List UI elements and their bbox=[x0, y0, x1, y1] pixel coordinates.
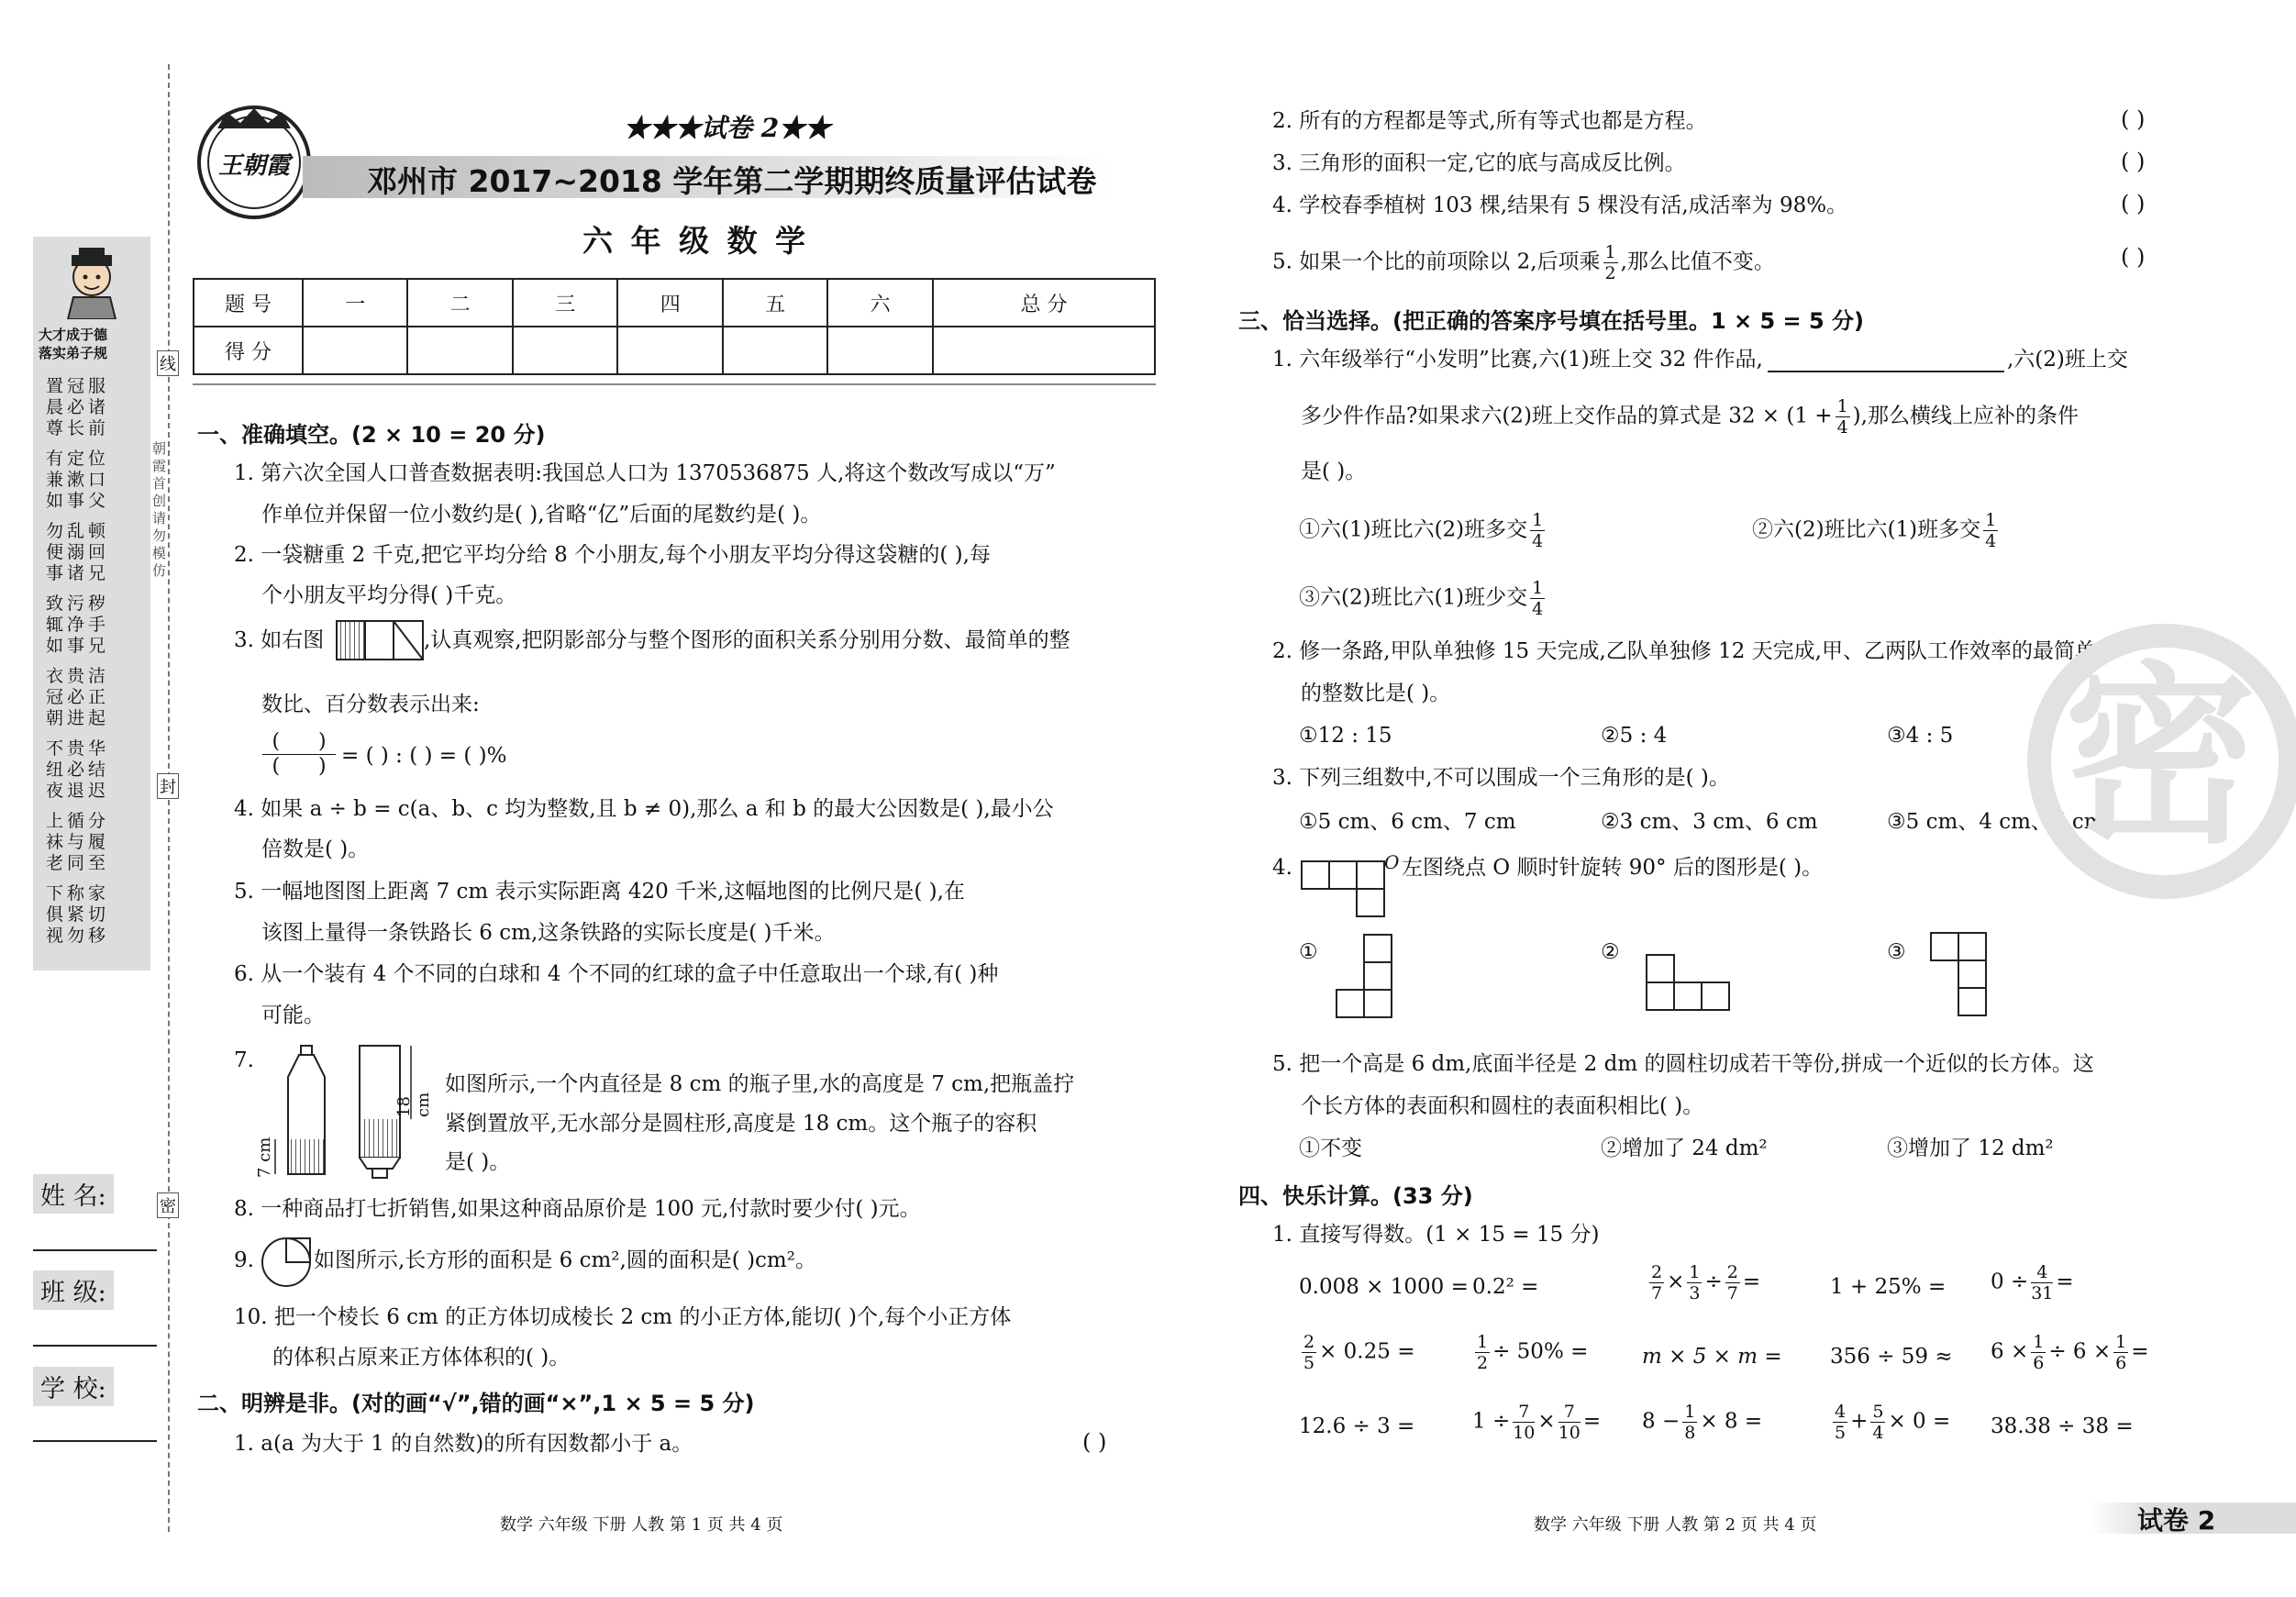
class-label: 班 级: bbox=[33, 1270, 114, 1310]
s3-q1-line1b: ,六(2)班上交 bbox=[2007, 348, 2128, 372]
s2-item-2: 2. 所有的方程都是等式,所有等式也都是方程。 bbox=[1272, 109, 1707, 133]
s1-q3-ratio-blanks: = ( ) : ( ) = ( )% bbox=[341, 744, 507, 768]
s3-q3-opt2[interactable]: ②3 cm、3 cm、6 cm bbox=[1601, 810, 1818, 834]
s1-q6-line1: 6. 从一个装有 4 个不同的白球和 4 个不同的红球的盒子中任意取出一个球,有( )种 bbox=[234, 962, 999, 986]
score-header-cell: 二 bbox=[407, 279, 512, 327]
header-divider bbox=[193, 383, 1156, 385]
section3-title: 三、恰当选择。(把正确的答案序号填在括号里。1 × 5 = 5 分) bbox=[1238, 308, 1865, 334]
s3-q4-point-o: O bbox=[1384, 851, 1400, 873]
calc-r1-c4: 1 + 25% = bbox=[1830, 1275, 1947, 1299]
s2-item-5: 5. 如果一个比的前项除以 2,后项乘 $\frac{1}{2}$ ,那么比值不变。 bbox=[1272, 242, 1775, 283]
s1-q6-line2: 可能。 bbox=[261, 1004, 325, 1027]
s1-q8: 8. 一种商品打七折销售,如果这种商品原价是 100 元,付款时要少付( )元。 bbox=[234, 1197, 921, 1221]
s2-item-3: 3. 三角形的面积一定,它的底与高成反比例。 bbox=[1272, 151, 1686, 175]
calc-r2-c1: $\frac{2}{5}$ × 0.25 = bbox=[1303, 1332, 1415, 1373]
s3-q4-opt3-label[interactable]: ③ bbox=[1887, 940, 1906, 964]
dizigui-group-7: 上循分 袜与履 老同至 bbox=[46, 811, 110, 873]
s1-q9-text: 如图所示,长方形的面积是 6 cm²,圆的面积是( )cm²。 bbox=[314, 1248, 816, 1272]
score-cell[interactable] bbox=[617, 327, 722, 374]
dizigui-group-8: 下称家 俱紧切 视勿移 bbox=[46, 883, 110, 946]
score-header-cell: 四 bbox=[617, 279, 722, 327]
calc-r1-c3: $\frac{2}{7}$ × $\frac{1}{3}$ ÷ $\frac{2}{7}$ = bbox=[1651, 1262, 1761, 1303]
s2-answer-2[interactable]: ( ) bbox=[2121, 106, 2146, 132]
school-underline[interactable] bbox=[33, 1440, 157, 1442]
calc-r1-c1: 0.008 × 1000 = bbox=[1299, 1275, 1469, 1299]
motto-line-2: 落实弟子规 bbox=[39, 345, 108, 361]
dizigui-group-6: 不贵华 纽必结 夜退迟 bbox=[46, 738, 110, 801]
s3-q2-opt1[interactable]: ①12 : 15 bbox=[1299, 724, 1392, 748]
circle-square-figure bbox=[261, 1237, 316, 1288]
dizigui-text-block bbox=[46, 376, 147, 947]
seal-line-label-xian: 线 bbox=[157, 350, 179, 376]
s1-q7-line3: 是( )。 bbox=[445, 1150, 511, 1174]
s1-q10-line1: 10. 把一个棱长 6 cm 的正方体切成棱长 2 cm 的小正方体,能切( )个,每个小正方体 bbox=[234, 1305, 1012, 1329]
s1-q4-line1: 4. 如果 a ÷ b = c(a、b、c 均为整数,且 b ≠ 0),那么 a 和 b 的最大公因数是( ),最小公 bbox=[234, 797, 1054, 821]
sidebar-panel bbox=[33, 237, 150, 970]
s1-q5-line2: 该图上量得一条铁路长 6 cm,这条铁路的实际长度是( )千米。 bbox=[261, 921, 836, 945]
s1-q5-line1: 5. 一幅地图图上距离 7 cm 表示实际距离 420 千米,这幅地图的比例尺是( ),在 bbox=[234, 880, 965, 904]
s1-q3-line1a: 3. 如右图 bbox=[234, 628, 325, 652]
s3-q5-line2: 个长方体的表面积和圆柱的表面积相比( )。 bbox=[1301, 1094, 1704, 1118]
calc-r2-c2: $\frac{1}{2}$ ÷ 50% = bbox=[1477, 1332, 1589, 1373]
calc-r3-c3: 8 − $\frac{1}{8}$ × 8 = bbox=[1642, 1402, 1763, 1443]
score-row-label: 得 分 bbox=[194, 327, 303, 374]
subject-title: 六 年 级 数 学 bbox=[582, 223, 809, 259]
s2-answer-1[interactable]: ( ) bbox=[1082, 1429, 1107, 1455]
s1-q4-line2: 倍数是( )。 bbox=[261, 837, 370, 861]
s3-q2-line1: 2. 修一条路,甲队单独修 15 天完成,乙队单独修 12 天完成,甲、乙两队工作效率的最简单 bbox=[1272, 639, 2096, 663]
dizigui-group-3: 勿乱顿 便溺回 事诸兄 bbox=[46, 521, 110, 583]
score-table-score-row bbox=[194, 327, 1155, 374]
s3-q1-line3: 是( )。 bbox=[1301, 460, 1367, 483]
dizigui-group-2: 有定位 兼漱口 如事父 bbox=[46, 449, 110, 511]
s3-q2-opt3[interactable]: ③4 : 5 bbox=[1887, 724, 1954, 748]
score-header-cell: 五 bbox=[723, 279, 827, 327]
s3-q4-opt1-label[interactable]: ① bbox=[1299, 940, 1318, 964]
score-header-cell: 三 bbox=[513, 279, 617, 327]
s1-q10-line2: 的体积占原来正方体体积的( )。 bbox=[272, 1346, 571, 1370]
s3-q5-opt2[interactable]: ②增加了 24 dm² bbox=[1601, 1137, 1768, 1160]
score-table-header-row bbox=[194, 279, 1155, 327]
dizigui-group-5: 衣贵洁 冠必正 朝进起 bbox=[46, 666, 110, 728]
s3-q2-line2: 的整数比是( )。 bbox=[1301, 682, 1451, 705]
s2-item-1: 1. a(a 为大于 1 的自然数)的所有因数都小于 a。 bbox=[234, 1432, 693, 1456]
s1-q3-line2: 数比、百分数表示出来: bbox=[261, 693, 480, 716]
s3-q4-opt2-label[interactable]: ② bbox=[1601, 940, 1620, 964]
score-header-cell: 题 号 bbox=[194, 279, 303, 327]
cartoon-scholar-icon bbox=[55, 246, 128, 319]
s2-answer-4[interactable]: ( ) bbox=[2121, 191, 2146, 216]
score-cell[interactable] bbox=[827, 327, 932, 374]
s3-q2-opt2[interactable]: ②5 : 4 bbox=[1601, 724, 1668, 748]
rotation-source-figure bbox=[1301, 860, 1385, 917]
dizigui-group-1: 置冠服 晨必诸 尊长前 bbox=[46, 376, 110, 438]
score-cell[interactable] bbox=[513, 327, 617, 374]
brand-vertical-note: 朝霞首创 请勿模仿 bbox=[152, 440, 167, 579]
s4-sub1-title: 1. 直接写得数。(1 × 15 = 15 分) bbox=[1272, 1223, 1600, 1247]
fraction-quarter: $\frac{1}{4}$ bbox=[1836, 396, 1848, 438]
s3-q1-opt3[interactable]: ③六(2)班比六(1)班少交 $\frac{1}{4}$ bbox=[1299, 578, 1544, 619]
footer-left: 数学 六年级 下册 人教 第 1 页 共 4 页 bbox=[500, 1515, 783, 1535]
section1-title: 一、准确填空。(2 × 10 = 20 分) bbox=[197, 422, 546, 448]
calc-r1-c5: 0 ÷ $\frac{4}{31}$ = bbox=[1991, 1262, 2074, 1303]
s2-item-4: 4. 学校春季植树 103 棵,结果有 5 棵没有活,成活率为 98%。 bbox=[1272, 194, 1848, 217]
s3-q3-opt3[interactable]: ③5 cm、4 cm、7 cm bbox=[1887, 810, 2104, 834]
s1-q2-line1: 2. 一袋糖重 2 千克,把它平均分给 8 个小朋友,每个小朋友平均分得这袋糖的( ),每 bbox=[234, 543, 991, 567]
s1-q1-line2: 作单位并保留一位小数约是( ),省略“亿”后面的尾数约是( )。 bbox=[261, 503, 822, 527]
s3-q4-text: 左图绕点 O 顺时针旋转 90° 后的图形是( )。 bbox=[1402, 856, 1824, 880]
exam-title: 邓州市 2017~2018 学年第二学期期终质量评估试卷 bbox=[367, 163, 1097, 199]
motto-line-1: 大才成于德 bbox=[39, 327, 108, 343]
calc-r2-c5: 6 × $\frac{1}{6}$ ÷ 6 × $\frac{1}{6}$ = bbox=[1991, 1332, 2149, 1373]
section2-title: 二、明辨是非。(对的画“√”,错的画“×”,1 × 5 = 5 分) bbox=[197, 1391, 755, 1416]
calc-r2-c3: m × 5 × m = bbox=[1642, 1345, 1782, 1369]
s1-q7-line1: 如图所示,一个内直径是 8 cm 的瓶子里,水的高度是 7 cm,把瓶盖拧 bbox=[445, 1072, 1075, 1096]
s1-q9-number: 9. bbox=[234, 1248, 254, 1272]
bottle-figure bbox=[255, 1044, 442, 1180]
score-header-cell: 一 bbox=[303, 279, 407, 327]
s3-q1-blank-line[interactable] bbox=[1768, 371, 2004, 372]
fraction-half: $\frac{1}{2}$ bbox=[1604, 242, 1616, 283]
s3-q1-opt2[interactable]: ②六(2)班比六(1)班多交 $\frac{1}{4}$ bbox=[1752, 510, 1997, 551]
score-cell[interactable] bbox=[723, 327, 827, 374]
shaded-rectangle-figure bbox=[336, 620, 424, 660]
s1-q7-line2: 紧倒置放平,无水部分是圆柱形,高度是 18 cm。这个瓶子的容积 bbox=[445, 1112, 1037, 1136]
calc-r3-c1: 12.6 ÷ 3 = bbox=[1299, 1414, 1415, 1438]
score-cell[interactable] bbox=[303, 327, 407, 374]
name-label: 姓 名: bbox=[33, 1174, 114, 1214]
calc-r3-c5: 38.38 ÷ 38 = bbox=[1991, 1414, 2134, 1438]
s3-q1-opt1[interactable]: ①六(1)班比六(2)班多交 $\frac{1}{4}$ bbox=[1299, 510, 1544, 551]
s2-answer-5[interactable]: ( ) bbox=[2121, 244, 2146, 270]
s3-q3: 3. 下列三组数中,不可以围成一个三角形的是( )。 bbox=[1272, 766, 1730, 790]
bottle-label-7cm: 7 cm bbox=[255, 1137, 274, 1178]
name-underline[interactable] bbox=[33, 1249, 157, 1251]
seal-line-label-mi: 密 bbox=[157, 1192, 179, 1218]
calc-r3-c4: $\frac{4}{5}$ + $\frac{5}{4}$ × 0 = bbox=[1835, 1402, 1951, 1443]
bottle-label-18cm: 18 cm bbox=[394, 1092, 433, 1117]
footer-right: 数学 六年级 下册 人教 第 2 页 共 4 页 bbox=[1534, 1515, 1817, 1535]
seal-line-label-feng: 封 bbox=[157, 773, 179, 799]
score-header-cell: 总 分 bbox=[933, 279, 1155, 327]
s3-q5-line1: 5. 把一个高是 6 dm,底面半径是 2 dm 的圆柱切成若干等份,拼成一个近似的长方体。这 bbox=[1272, 1052, 2094, 1076]
score-cell[interactable] bbox=[407, 327, 512, 374]
s3-q4-number: 4. bbox=[1272, 856, 1292, 880]
s3-q4-opt3-figure bbox=[1930, 932, 1987, 1016]
s1-q7-number: 7. bbox=[234, 1048, 254, 1072]
s3-q1-line2: 多少件作品?如果求六(2)班上交作品的算式是 32 × (1 + $\frac{1}{4}$ ),那么横线上应补的条件 bbox=[1301, 396, 2079, 438]
school-label: 学 校: bbox=[33, 1367, 114, 1406]
blank-fraction[interactable]: ( ) ( ) bbox=[262, 730, 336, 779]
dizigui-group-4: 致污秽 辄净手 如事兄 bbox=[46, 593, 110, 656]
score-header-cell: 六 bbox=[827, 279, 932, 327]
calc-r3-c2: 1 ÷ $\frac{7}{10}$ × $\frac{7}{10}$ = bbox=[1472, 1402, 1602, 1443]
class-underline[interactable] bbox=[33, 1345, 157, 1347]
exam-series-label: ★★★试卷 2★★ bbox=[624, 113, 831, 143]
score-cell[interactable] bbox=[933, 327, 1155, 374]
footer-tag: 试卷 2 bbox=[2137, 1505, 2216, 1536]
s3-q5-opt3[interactable]: ③增加了 12 dm² bbox=[1887, 1137, 2054, 1160]
calc-r2-c4: 356 ÷ 59 ≈ bbox=[1830, 1345, 1953, 1369]
s3-q1-line1a: 1. 六年级举行“小发明”比赛,六(1)班上交 32 件作品, bbox=[1272, 348, 1763, 372]
watermark-char: 密 bbox=[2064, 645, 2257, 870]
calc-r1-c2: 0.2² = bbox=[1472, 1275, 1539, 1299]
logo-text: 王朝霞 bbox=[217, 152, 290, 180]
s1-q2-line2: 个小朋友平均分得( )千克。 bbox=[261, 583, 517, 607]
s3-q3-opt1[interactable]: ①5 cm、6 cm、7 cm bbox=[1299, 810, 1516, 834]
score-table bbox=[193, 278, 1156, 375]
s1-q3-line1b: ,认真观察,把阴影部分与整个图形的面积关系分别用分数、最简单的整 bbox=[424, 628, 1070, 652]
s2-answer-3[interactable]: ( ) bbox=[2121, 149, 2146, 174]
s3-q4-opt1-figure bbox=[1336, 934, 1392, 1018]
section4-title: 四、快乐计算。(33 分) bbox=[1238, 1183, 1473, 1209]
s3-q5-opt1[interactable]: ①不变 bbox=[1299, 1137, 1362, 1160]
s1-q1-line1: 1. 第六次全国人口普查数据表明:我国总人口为 1370536875 人,将这个数改写成以“万” bbox=[234, 461, 1056, 485]
brand-logo bbox=[194, 103, 314, 222]
secret-watermark-icon bbox=[2027, 624, 2296, 899]
s3-q4-opt2-figure bbox=[1646, 954, 1730, 1011]
